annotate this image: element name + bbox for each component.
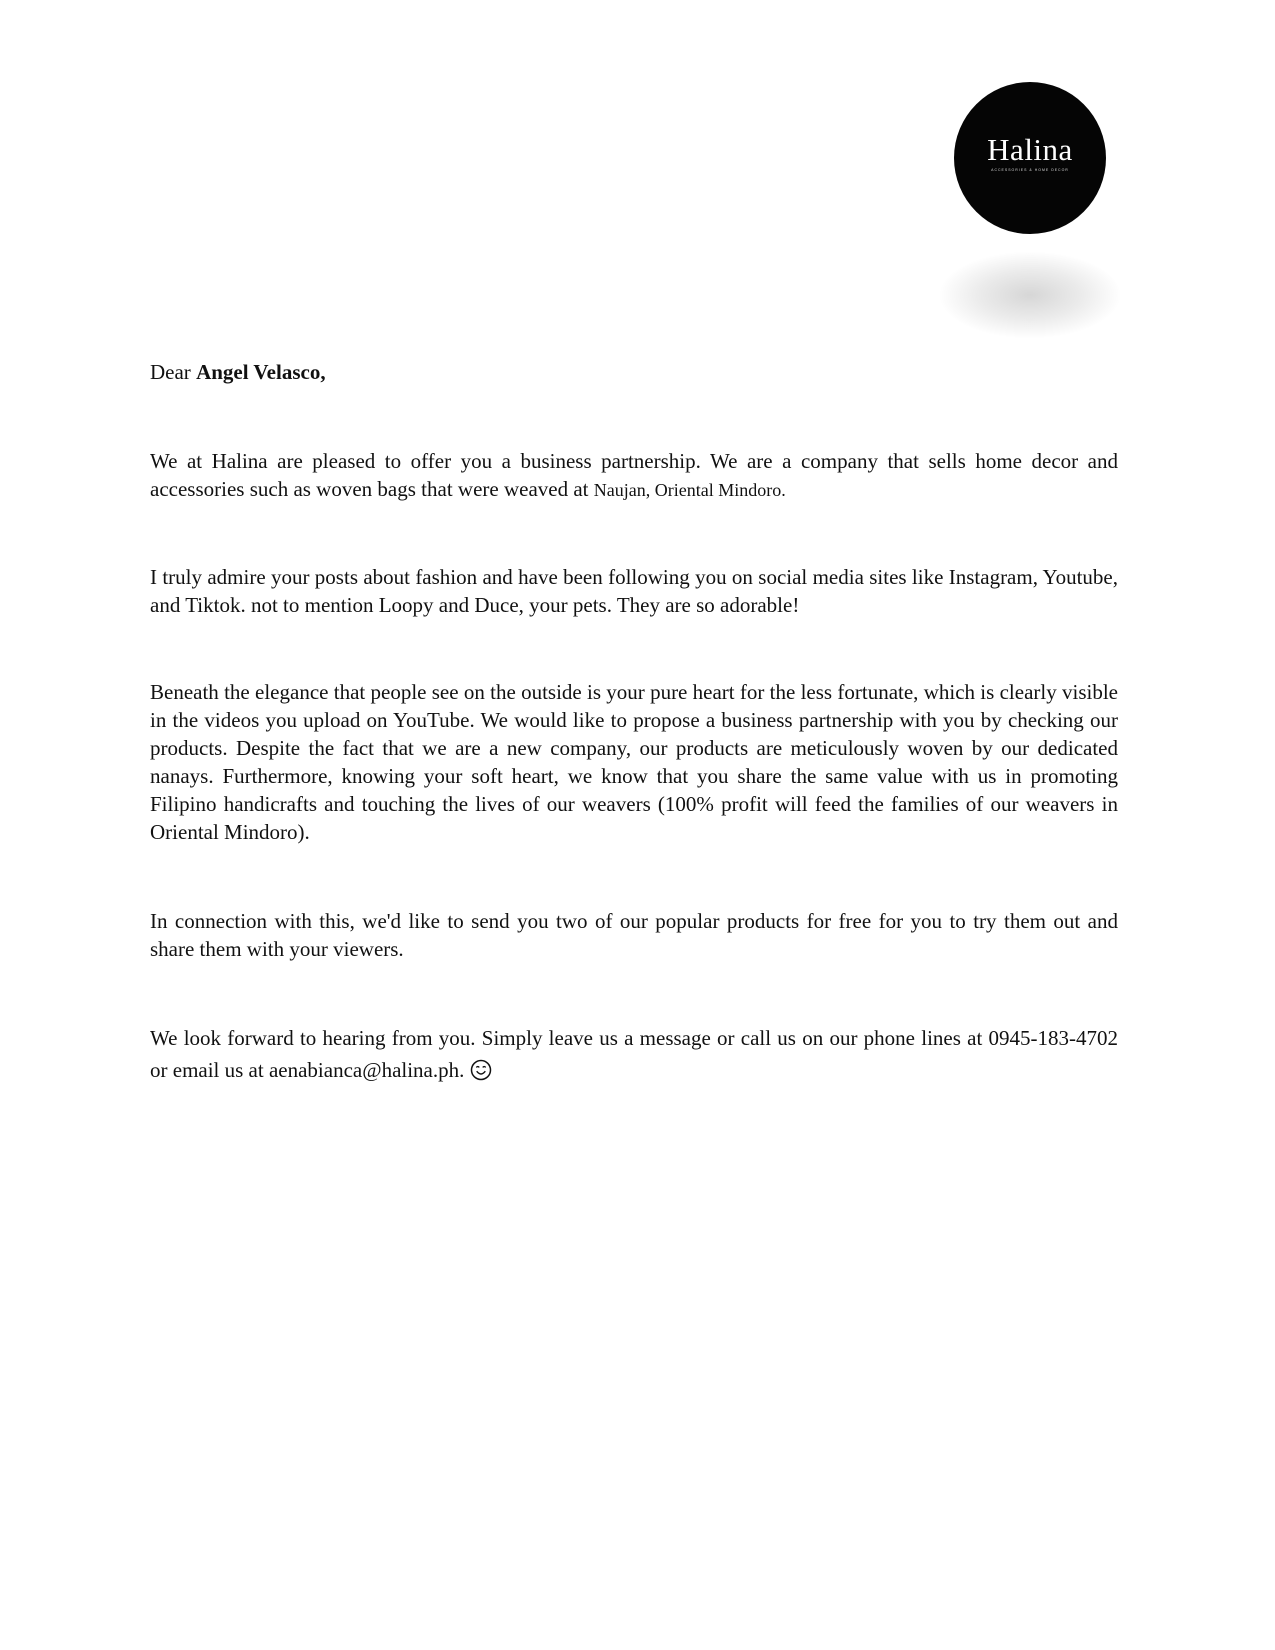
logo-name: Halina — [987, 132, 1073, 167]
recipient-name: Angel Velasco, — [196, 360, 326, 384]
paragraph-contact-text: We look forward to hearing from you. Simply leave us a message or call us on our phone lines at 0945-183-4702 or email us at aenabianca@halina.ph. — [150, 1026, 1118, 1082]
smiling-face-icon — [470, 1059, 492, 1081]
company-logo — [954, 82, 1106, 234]
paragraph-proposal: Beneath the elegance that people see on the outside is your pure heart for the less fortunate, which is clearly visible in the videos you upload on YouTube. We would like to propose a business partnership with you by checking our products. Despite the fact that we are a new company, our products are meticulously woven by our dedicated nanays. Furthermore, knowing your soft heart, we know that you share the same value with us in promoting Filipino handicrafts and touching the lives of our weavers (100% profit will feed the families of our weavers in Oriental Mindoro). — [150, 680, 1118, 844]
logo-circle — [954, 82, 1106, 234]
paragraph-offer: In connection with this, we'd like to send you two of our popular products for free for you to try them out and share them with your viewers. — [150, 909, 1118, 961]
logo-shadow — [940, 252, 1120, 338]
location-text: Naujan, Oriental Mindoro. — [593, 480, 786, 500]
paragraph-admiration: I truly admire your posts about fashion and have been following you on social media sites like Instagram, Youtube, and Tiktok. not to mention Loopy and Duce, your pets. They are so adorable! — [150, 565, 1118, 617]
paragraph-intro — [150, 447, 1118, 504]
logo-tagline: ACCESSORIES & HOME DECOR — [991, 168, 1069, 172]
salutation-prefix: Dear — [150, 360, 191, 384]
letter-body — [150, 358, 1118, 1086]
paragraph-intro-text: We at Halina are pleased to offer you a business partnership. We are a company that sells home decor and accessories such as woven bags that were weaved at — [150, 449, 1118, 501]
salutation — [150, 358, 1118, 386]
paragraph-contact — [150, 1022, 1118, 1086]
